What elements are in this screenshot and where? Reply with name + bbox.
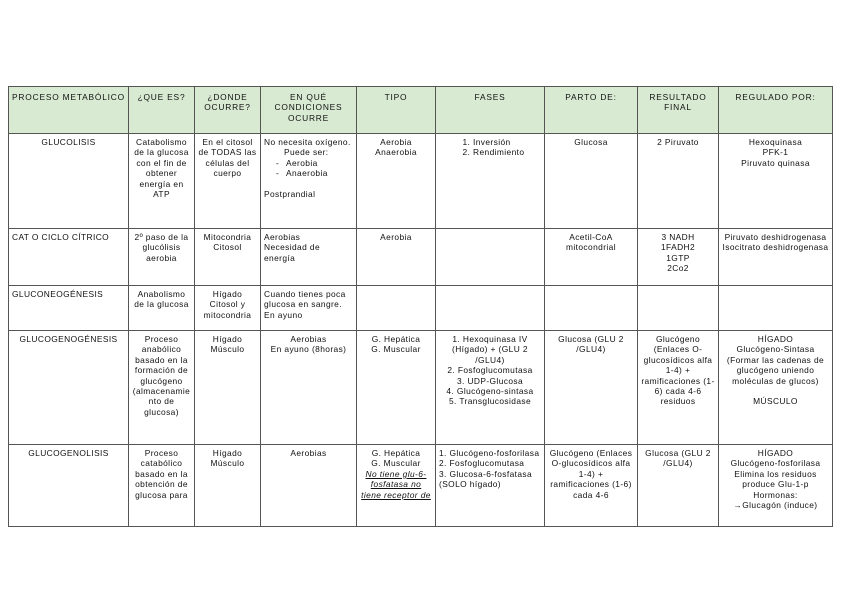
cell-regulado (719, 445, 833, 527)
cell-regulado (719, 331, 833, 445)
tipo-line: G. Hepática (371, 448, 421, 458)
fase-line: 2. Fosfoglucomutasa (447, 365, 533, 376)
table-row-glucogenogenesis (9, 331, 833, 445)
tipo-line: Anaerobia (375, 147, 417, 158)
cell-condiciones (261, 134, 357, 229)
cell-fases (436, 445, 545, 527)
fase-line: 3. UDP-Glucosa (456, 375, 524, 386)
cell-parto: Glucosa (545, 134, 638, 229)
cell-proceso: GLUCONEOGÉNESIS (9, 286, 129, 331)
regulado-line: →Glucagón (induce) (733, 500, 818, 511)
cell-condiciones (261, 331, 357, 445)
condiciones-line: En ayuno (8horas) (270, 344, 347, 355)
regulado-line: Piruvato quinasa (741, 157, 810, 168)
fase-line: 5. Transglucosidase (448, 396, 532, 407)
header-condiciones: EN QUÉ CONDICIONES OCURRE (261, 87, 357, 134)
cell-resultado: Glucógeno (Enlaces O-glucosídicos alfa 1-4) + ramificaciones (1-6) cada 4-6 residuos (638, 331, 719, 445)
cell-tipo (357, 445, 436, 527)
regulado-line: Elimina los residuos produce Glu-1-p (734, 468, 817, 490)
fase-line: 2. Fosfoglucomutasa (439, 458, 525, 469)
fases-list (439, 137, 541, 158)
cell-resultado (638, 229, 719, 286)
condiciones-line: Necesidad de energía (264, 242, 321, 263)
header-regulado: REGULADO POR: (719, 87, 833, 134)
header-resultado: RESULTADO FINAL (638, 87, 719, 134)
regulado-line: HÍGADO (757, 334, 794, 344)
table-row-glucolisis (9, 134, 833, 229)
cell-que-es: 2º paso de la glucólisis aerobia (129, 229, 195, 286)
cell-que-es: Proceso anabólico basado en la formación de glucógeno (almacenamiento de glucosa) (129, 331, 195, 445)
header-fases: FASES (436, 87, 545, 134)
metabolism-table-page (8, 86, 833, 527)
cell-regulado (719, 229, 833, 286)
header-parto: PARTO DE: (545, 87, 638, 134)
cell-donde: En el citosol de TODAS las células del cuerpo (195, 134, 261, 229)
cell-parto: Glucógeno (Enlaces O-glucosídicos alfa 1-4) + ramificaciones (1-6) cada 4-6 (545, 445, 638, 527)
cell-proceso: GLUCOLISIS (9, 134, 129, 229)
condiciones-list (264, 158, 353, 179)
fase-line: 1. Hexoquinasa IV (Hígado) + (GLU 2 /GLU4) (452, 334, 528, 365)
cell-fases (436, 286, 545, 331)
resultado-line: 3 NADH (661, 232, 695, 242)
cell-regulado (719, 286, 833, 331)
cell-condiciones (261, 229, 357, 286)
cell-parto: Acetil-CoA mitocondrial (545, 229, 638, 286)
cell-condiciones: Aerobias (261, 445, 357, 527)
cell-resultado (638, 286, 719, 331)
regulado-line: HÍGADO (757, 448, 794, 458)
list-item: - Anaerobia (264, 168, 353, 178)
condiciones-line: Aerobias (290, 334, 327, 344)
regulado-line: Hexoquinasa (748, 137, 803, 147)
cell-proceso: CAT O CICLO CÍTRICO (9, 229, 129, 286)
regulado-line: Glucógeno-fosforilasa (730, 458, 821, 469)
tipo-line: G. Hepática (371, 334, 421, 344)
list-item: - Aerobia (264, 158, 353, 168)
cell-tipo (357, 286, 436, 331)
cell-donde: Mitocondria Citosol (195, 229, 261, 286)
cell-parto: Glucosa (GLU 2 /GLU4) (545, 331, 638, 445)
metabolism-table (8, 86, 833, 527)
cell-fases (436, 331, 545, 445)
fase-line: 4. Glucógeno-sintasa (446, 386, 534, 397)
regulado-line: PFK-1 (762, 147, 789, 158)
header-proceso: PROCESO METABÓLICO (9, 87, 129, 134)
header-que-es: ¿QUE ES? (129, 87, 195, 134)
cell-donde: Hígado Músculo (195, 445, 261, 527)
table-row-glucogenolisis (9, 445, 833, 527)
cell-proceso: GLUCOGENOLISIS (9, 445, 129, 527)
regulado-line: Isocitrato deshidrogenasa (722, 242, 829, 253)
table-row-gluconeogenesis (9, 286, 833, 331)
cell-parto (545, 286, 638, 331)
regulado-line: Glucógeno-Sintasa (Formar las cadenas de glucógeno uniendo moléculas de glucos) (726, 344, 825, 386)
cell-tipo (357, 331, 436, 445)
tipo-line: G. Muscular (371, 458, 421, 469)
tipo-line: G. Muscular (371, 344, 421, 355)
resultado-line: 2Co2 (667, 263, 689, 274)
cell-que-es: Catabolismo de la glucosa con el fin de obtener energía en ATP (129, 134, 195, 229)
list-item: 1. Inversión (473, 137, 541, 147)
cell-regulado (719, 134, 833, 229)
cell-tipo (357, 134, 436, 229)
table-row-cat (9, 229, 833, 286)
cell-que-es: Anabolismo de la glucosa (129, 286, 195, 331)
cell-fases (436, 134, 545, 229)
list-item: 2. Rendimiento (473, 147, 541, 157)
condiciones-line: Postprandial (264, 188, 316, 199)
resultado-line: 1GTP (666, 252, 690, 263)
condiciones-line: Aerobias (264, 232, 301, 242)
cell-condiciones: Cuando tienes poca glucosa en sangre. En ayuno (261, 286, 357, 331)
cell-resultado: 2 Piruvato (638, 134, 719, 229)
cell-que-es: Proceso catabólico basado en la obtención de glucosa para (129, 445, 195, 527)
tipo-line: Aerobia (380, 137, 412, 147)
cell-donde: Hígado Músculo (195, 331, 261, 445)
cell-resultado: Glucosa (GLU 2 /GLU4) (638, 445, 719, 527)
header-row (9, 87, 833, 134)
resultado-line: 1FADH2 (660, 242, 696, 253)
regulado-line: Hormonas: (753, 489, 798, 500)
header-donde: ¿DONDE OCURRE? (195, 87, 261, 134)
cell-proceso: GLUCOGENOGÉNESIS (9, 331, 129, 445)
cell-donde: Hígado Citosol y mitocondria (195, 286, 261, 331)
header-tipo: TIPO (357, 87, 436, 134)
fase-line: 1. Glucógeno-fosforilasa (439, 448, 540, 458)
fase-line: 3. Glucosa-6-fosfatasa (SOLO hígado) (439, 468, 533, 490)
cell-fases (436, 229, 545, 286)
condiciones-line: No necesita oxígeno. (264, 137, 351, 147)
regulado-line: Piruvato deshidrogenasa (724, 232, 827, 242)
regulado-line: MÚSCULO (753, 396, 798, 407)
condiciones-line: Puede ser: (284, 147, 329, 158)
tipo-note: No tiene glu-6-fosfatasa no tiene receptor de (361, 468, 431, 500)
cell-tipo: Aerobia (357, 229, 436, 286)
